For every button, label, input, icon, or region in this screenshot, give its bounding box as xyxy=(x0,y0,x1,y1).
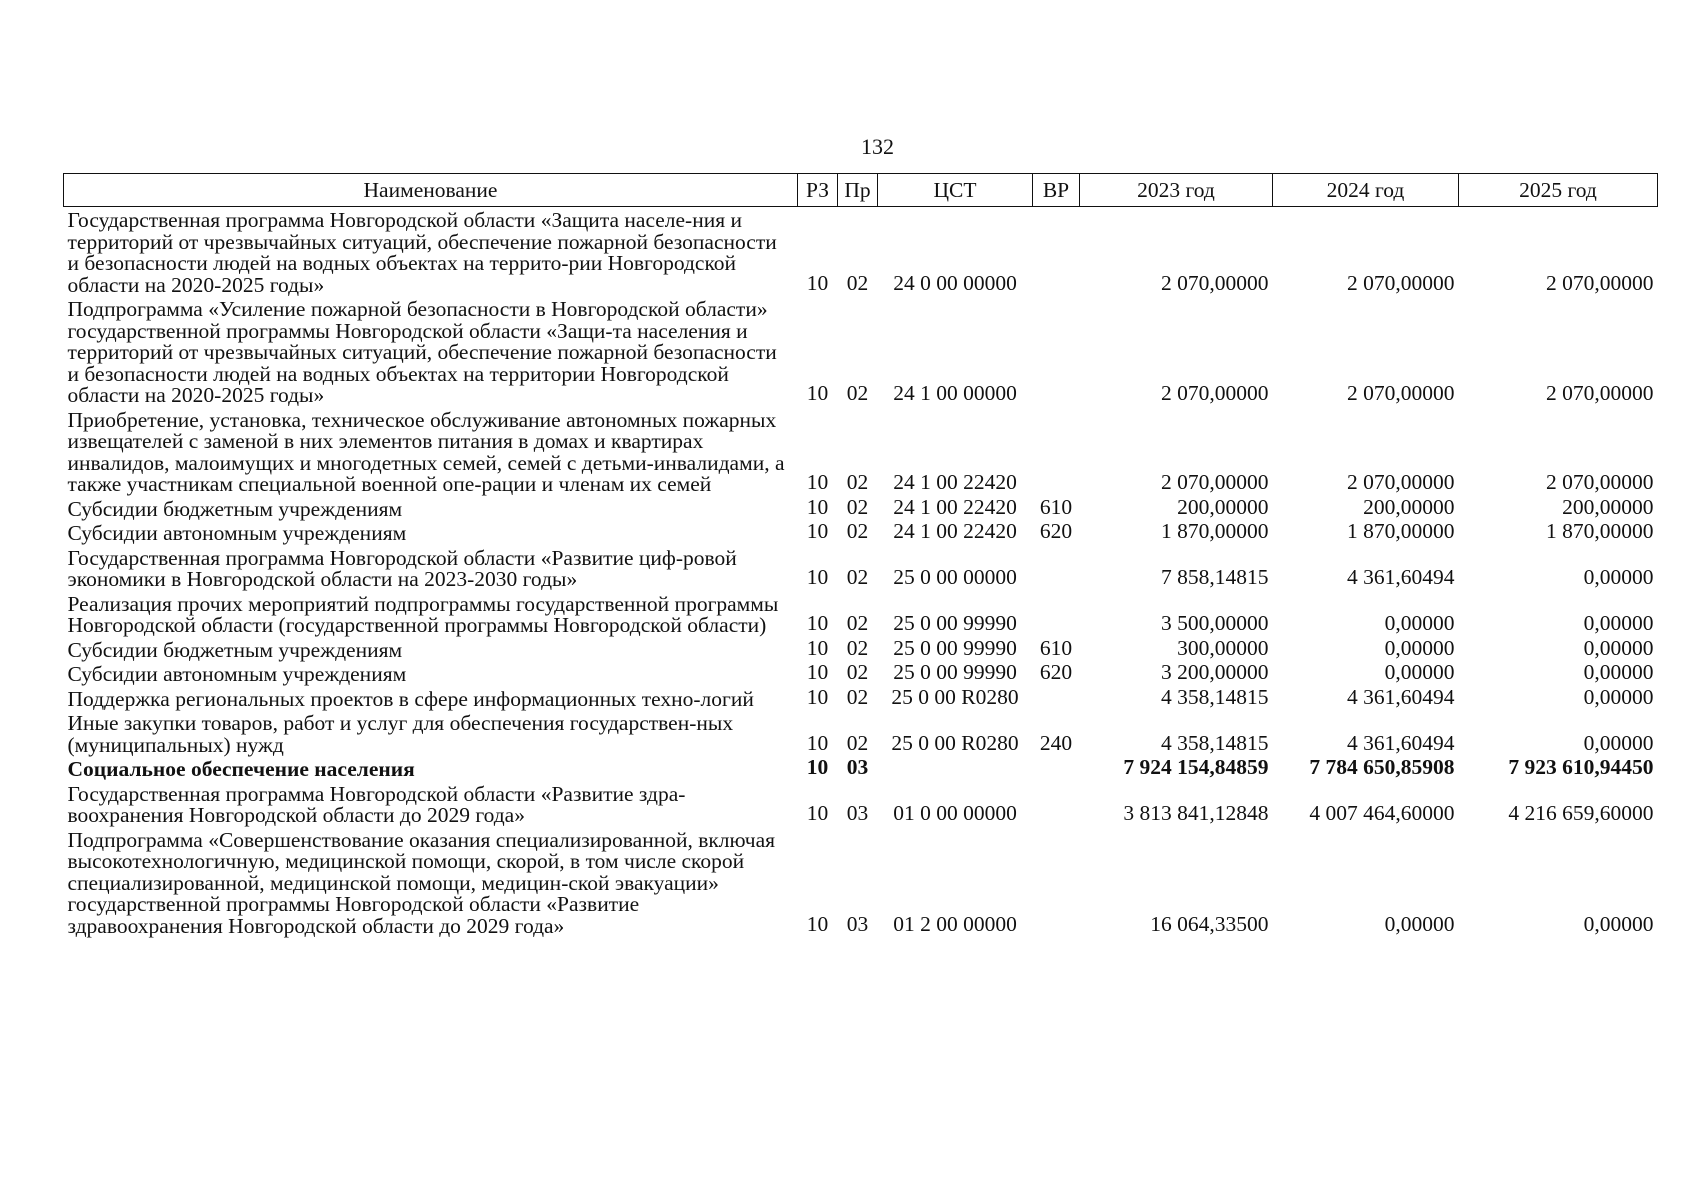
cell-cst: 25 0 00 R0280 xyxy=(891,730,1019,755)
cell-name: Субсидии автономным учреждениям xyxy=(67,521,407,545)
table-row xyxy=(64,661,1658,686)
header-2024: 2024 год xyxy=(1273,174,1459,207)
cell-vr xyxy=(1033,545,1080,591)
cell-rz: 10 xyxy=(806,470,829,494)
header-rz: РЗ xyxy=(798,174,838,207)
cell-2023: 200,00000 xyxy=(1177,494,1269,519)
cell-pr: 02 xyxy=(846,270,869,295)
cell-name: Иные закупки товаров, работ и услуг для обеспечения государствен-ных (муниципальных) нужд xyxy=(67,711,734,757)
table-row xyxy=(64,756,1658,781)
cell-cst: 24 0 00 00000 xyxy=(893,270,1017,295)
cell-2023: 3 500,00000 xyxy=(1161,611,1269,635)
cell-rz: 10 xyxy=(806,494,829,519)
cell-2024: 1 870,00000 xyxy=(1347,519,1455,543)
cell-rz: 10 xyxy=(806,611,829,635)
cell-name: Подпрограмма «Усиление пожарной безопасности в Новгородской области» государственной программы Новгородской области «Защи-та населения и территорий от чрезвычайных ситуаций, обеспечение пожарной безопасности и безопасности людей на водных объектах на территории Новгородской области на 2020-2025 годы» xyxy=(67,297,777,407)
cell-2024: 0,00000 xyxy=(1384,660,1455,684)
header-vr: ВР xyxy=(1033,174,1080,207)
cell-pr: 02 xyxy=(846,565,869,589)
cell-pr: 02 xyxy=(846,660,869,684)
cell-cst: 24 1 00 00000 xyxy=(893,381,1017,405)
cell-2025: 0,00000 xyxy=(1583,611,1654,635)
table-row xyxy=(64,520,1658,545)
cell-2025: 2 070,00000 xyxy=(1546,270,1654,295)
cell-2025: 7 923 610,94450 xyxy=(1508,755,1654,779)
cell-2024: 2 070,00000 xyxy=(1347,381,1455,405)
table-row xyxy=(64,686,1658,711)
cell-rz: 10 xyxy=(806,911,829,936)
cell-2023: 3 200,00000 xyxy=(1161,660,1269,684)
cell-2024: 0,00000 xyxy=(1384,911,1455,936)
header-2025: 2025 год xyxy=(1459,174,1658,207)
cell-2025: 0,00000 xyxy=(1583,660,1654,684)
cell-cst: 25 0 00 99990 xyxy=(893,611,1017,635)
cell-name: Реализация прочих мероприятий подпрограммы государственной программы Новгородской области (государственной программы Новгородской области) xyxy=(67,591,779,637)
cell-rz: 10 xyxy=(806,381,829,405)
cell-2024: 4 361,60494 xyxy=(1347,730,1455,755)
cell-vr xyxy=(1033,407,1080,496)
cell-rz: 10 xyxy=(806,565,829,589)
cell-name: Субсидии бюджетным учреждениям xyxy=(67,496,403,521)
cell-2025: 4 216 659,60000 xyxy=(1508,801,1654,825)
page-number: 132 xyxy=(861,134,894,159)
cell-2023: 300,00000 xyxy=(1177,635,1269,660)
table-row xyxy=(64,781,1658,827)
cell-vr xyxy=(1033,756,1080,781)
cell-cst: 24 1 00 22420 xyxy=(893,494,1017,519)
cell-2023: 2 070,00000 xyxy=(1161,470,1269,494)
cell-2024: 7 784 650,85908 xyxy=(1309,755,1455,779)
cell-pr: 02 xyxy=(846,730,869,755)
cell-2025: 0,00000 xyxy=(1583,911,1654,936)
header-cst: ЦСТ xyxy=(878,174,1033,207)
cell-2025: 2 070,00000 xyxy=(1546,381,1654,405)
cell-cst: 24 1 00 22420 xyxy=(893,519,1017,543)
cell-2025: 2 070,00000 xyxy=(1546,470,1654,494)
cell-2023: 4 358,14815 xyxy=(1161,730,1269,755)
cell-2024: 0,00000 xyxy=(1384,635,1455,660)
cell-cst: 25 0 00 99990 xyxy=(893,635,1017,660)
header-2023: 2023 год xyxy=(1080,174,1273,207)
cell-vr xyxy=(1033,781,1080,827)
table-row xyxy=(64,207,1658,297)
header-name: Наименование xyxy=(64,174,798,207)
cell-name: Поддержка региональных проектов в сфере информационных техно-логий xyxy=(67,686,754,711)
cell-rz: 10 xyxy=(806,801,829,825)
cell-2023: 16 064,33500 xyxy=(1150,911,1269,936)
table-row xyxy=(64,591,1658,637)
cell-cst: 25 0 00 00000 xyxy=(893,565,1017,589)
cell-name: Приобретение, установка, техническое обслуживание автономных пожарных извещателей с заменой в них элементов питания в домах и квартирах инвалидов, малоимущих и многодетных семей, семей с детьми-инвалидами, а также участникам специальной военной опе-рации и членам их семей xyxy=(67,407,785,496)
table-body xyxy=(64,207,1658,938)
cell-rz: 10 xyxy=(806,270,829,295)
cell-cst: 25 0 00 R0280 xyxy=(891,684,1019,709)
cell-pr: 03 xyxy=(846,911,869,936)
cell-pr: 02 xyxy=(846,635,869,660)
cell-pr: 02 xyxy=(846,470,869,494)
table-row xyxy=(64,407,1658,496)
cell-rz: 10 xyxy=(806,755,829,779)
cell-2023: 2 070,00000 xyxy=(1161,270,1269,295)
budget-table xyxy=(63,173,1658,937)
cell-2023: 7 858,14815 xyxy=(1161,565,1269,589)
cell-2025: 0,00000 xyxy=(1583,635,1654,660)
cell-2023: 1 870,00000 xyxy=(1161,519,1269,543)
table-row xyxy=(64,545,1658,591)
cell-pr: 02 xyxy=(846,611,869,635)
cell-name: Государственная программа Новгородской области «Развитие циф-ровой экономики в Новгородской области на 2023-2030 годы» xyxy=(67,545,737,591)
cell-pr: 02 xyxy=(846,494,869,519)
cell-pr: 03 xyxy=(846,755,869,779)
cell-name: Субсидии автономным учреждениям xyxy=(67,662,407,686)
cell-2025: 1 870,00000 xyxy=(1546,519,1654,543)
table-header xyxy=(64,174,1658,207)
cell-vr xyxy=(1033,591,1080,637)
cell-vr xyxy=(1033,296,1080,407)
cell-name: Государственная программа Новгородской области «Защита населе-ния и территорий от чрезвычайных ситуаций, обеспечение пожарной безопасности и безопасности людей на водных объектах на террито-рии Новгородской области на 2020-2025 годы» xyxy=(67,208,777,297)
cell-rz: 10 xyxy=(806,684,829,709)
cell-pr: 02 xyxy=(846,381,869,405)
cell-2024: 2 070,00000 xyxy=(1347,470,1455,494)
cell-2023: 7 924 154,84859 xyxy=(1123,755,1269,779)
cell-name: Подпрограмма «Совершенствование оказания специализированной, включая высокотехнологичную, медицинской помощи, скорой, в том числе скорой специализированной, медицинской помощи, медицин-ской эвакуации» государственной программы Новгородской области «Развитие здравоохранения Новгородской области до 2029 года» xyxy=(67,827,776,938)
cell-vr xyxy=(1033,207,1080,297)
cell-rz: 10 xyxy=(806,635,829,660)
cell-pr: 02 xyxy=(846,519,869,543)
cell-2025: 0,00000 xyxy=(1583,684,1654,709)
header-pr: Пр xyxy=(838,174,878,207)
cell-rz: 10 xyxy=(806,730,829,755)
cell-cst: 24 1 00 22420 xyxy=(893,470,1017,494)
cell-vr: 240 xyxy=(1039,730,1073,755)
cell-name: Социальное обеспечение населения xyxy=(67,757,415,781)
cell-2025: 200,00000 xyxy=(1562,494,1654,519)
cell-2024: 4 361,60494 xyxy=(1347,684,1455,709)
cell-vr xyxy=(1033,827,1080,938)
cell-cst xyxy=(878,756,1033,781)
cell-2025: 0,00000 xyxy=(1583,565,1654,589)
cell-2023: 4 358,14815 xyxy=(1161,684,1269,709)
table-row xyxy=(64,710,1658,756)
table-row xyxy=(64,296,1658,407)
cell-vr: 610 xyxy=(1039,494,1073,519)
cell-2024: 4 361,60494 xyxy=(1347,565,1455,589)
cell-pr: 03 xyxy=(846,801,869,825)
cell-2024: 0,00000 xyxy=(1384,611,1455,635)
cell-vr: 610 xyxy=(1039,635,1073,660)
table-row xyxy=(64,496,1658,521)
cell-2025: 0,00000 xyxy=(1583,730,1654,755)
cell-cst: 25 0 00 99990 xyxy=(893,660,1017,684)
cell-2023: 2 070,00000 xyxy=(1161,381,1269,405)
cell-cst: 01 2 00 00000 xyxy=(893,911,1017,936)
cell-name: Государственная программа Новгородской области «Развитие здра-воохранения Новгородской области до 2029 года» xyxy=(67,781,686,827)
cell-vr: 620 xyxy=(1039,660,1073,684)
cell-rz: 10 xyxy=(806,519,829,543)
cell-2024: 2 070,00000 xyxy=(1347,270,1455,295)
cell-pr: 02 xyxy=(846,684,869,709)
cell-2024: 4 007 464,60000 xyxy=(1309,801,1455,825)
cell-2024: 200,00000 xyxy=(1363,494,1455,519)
cell-name: Субсидии бюджетным учреждениям xyxy=(67,637,403,662)
table-row xyxy=(64,637,1658,662)
cell-2023: 3 813 841,12848 xyxy=(1123,801,1269,825)
table-row xyxy=(64,827,1658,938)
cell-vr: 620 xyxy=(1039,519,1073,543)
cell-vr xyxy=(1033,686,1080,711)
cell-rz: 10 xyxy=(806,660,829,684)
cell-cst: 01 0 00 00000 xyxy=(893,801,1017,825)
